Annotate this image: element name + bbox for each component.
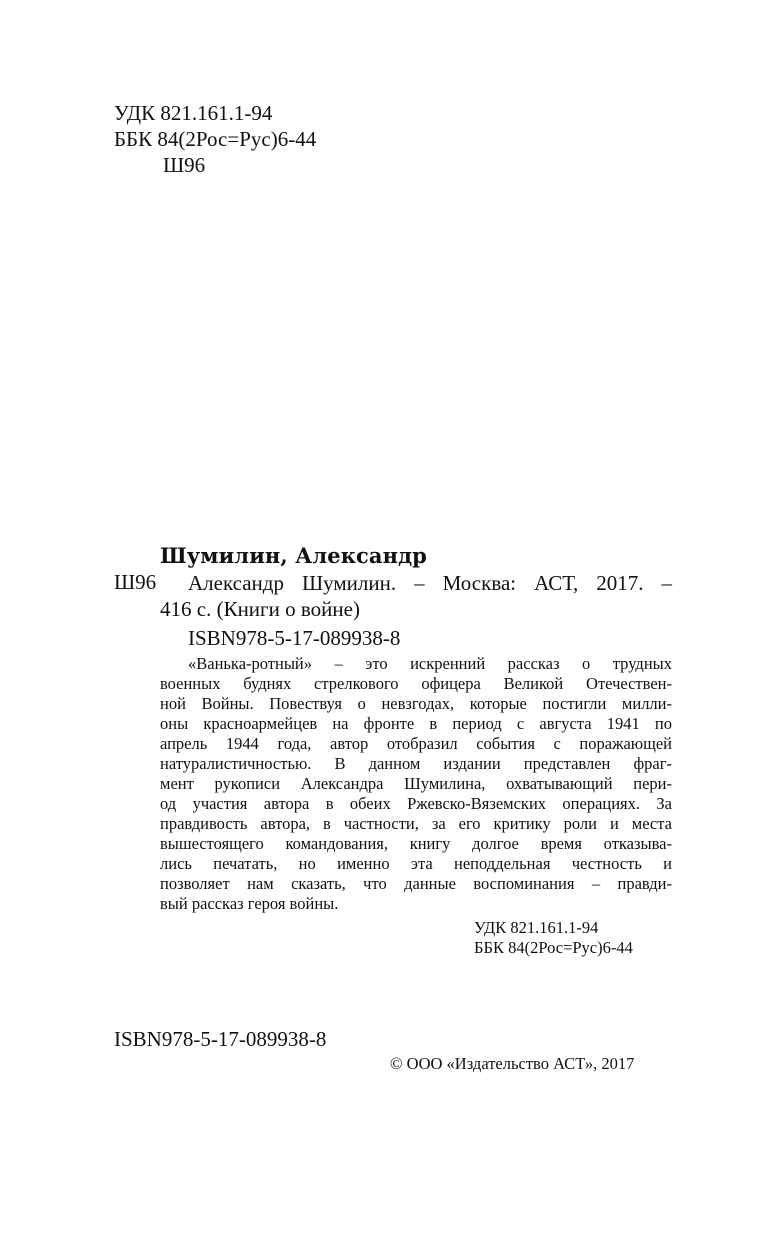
annotation-line: лись печатать, но именно эта неподдельная честность и	[160, 854, 672, 873]
record-bbk: ББК 84(2Рос=Рус)6-44	[474, 938, 633, 957]
record-author: Шумилин, Александр	[160, 543, 427, 568]
footer-isbn: ISBN978-5-17-089938-8	[114, 1027, 327, 1051]
annotation-line: позволяет нам сказать, что данные воспоминания – правди-	[160, 874, 672, 893]
footer-copyright: © ООО «Издательство АСТ», 2017	[390, 1054, 635, 1073]
annotation-line: вый рассказ героя войны.	[160, 894, 339, 913]
annotation-line: «Ванька-ротный» – это искренний рассказ о трудных	[188, 654, 672, 673]
header-author-code: Ш96	[163, 153, 206, 177]
annotation-line: апрель 1944 года, автор отобразил события с поражающей	[160, 734, 672, 753]
annotation-line: правдивость автора, в частности, за его критику роли и места	[160, 814, 672, 833]
header-bbk: ББК 84(2Рос=Рус)6-44	[114, 127, 317, 151]
annotation-line: оны красноармейцев на фронте в период с августа 1941 по	[160, 714, 672, 733]
record-title-line-1: Александр Шумилин. – Москва: АСТ, 2017. –	[188, 571, 672, 595]
record-code: Ш96	[114, 570, 157, 594]
annotation-line: од участия автора в обеих Ржевско-Вяземских операциях. За	[160, 794, 672, 813]
annotation-line: вышестоящего командования, книгу долгое время отказыва-	[160, 834, 672, 853]
record-isbn: ISBN978-5-17-089938-8	[188, 626, 401, 650]
header-udk: УДК 821.161.1-94	[114, 101, 273, 125]
annotation-line: мент рукописи Александра Шумилина, охватывающий пери-	[160, 774, 672, 793]
annotation-line: военных буднях стрелкового офицера Великой Отечествен-	[160, 674, 672, 693]
record-title-line-2: 416 с. (Книги о войне)	[160, 597, 360, 621]
annotation-line: ной Войны. Повествуя о невзгодах, которые постигли милли-	[160, 694, 672, 713]
record-udk: УДК 821.161.1-94	[474, 918, 599, 937]
annotation-line: натуралистичностью. В данном издании представлен фраг-	[160, 754, 672, 773]
